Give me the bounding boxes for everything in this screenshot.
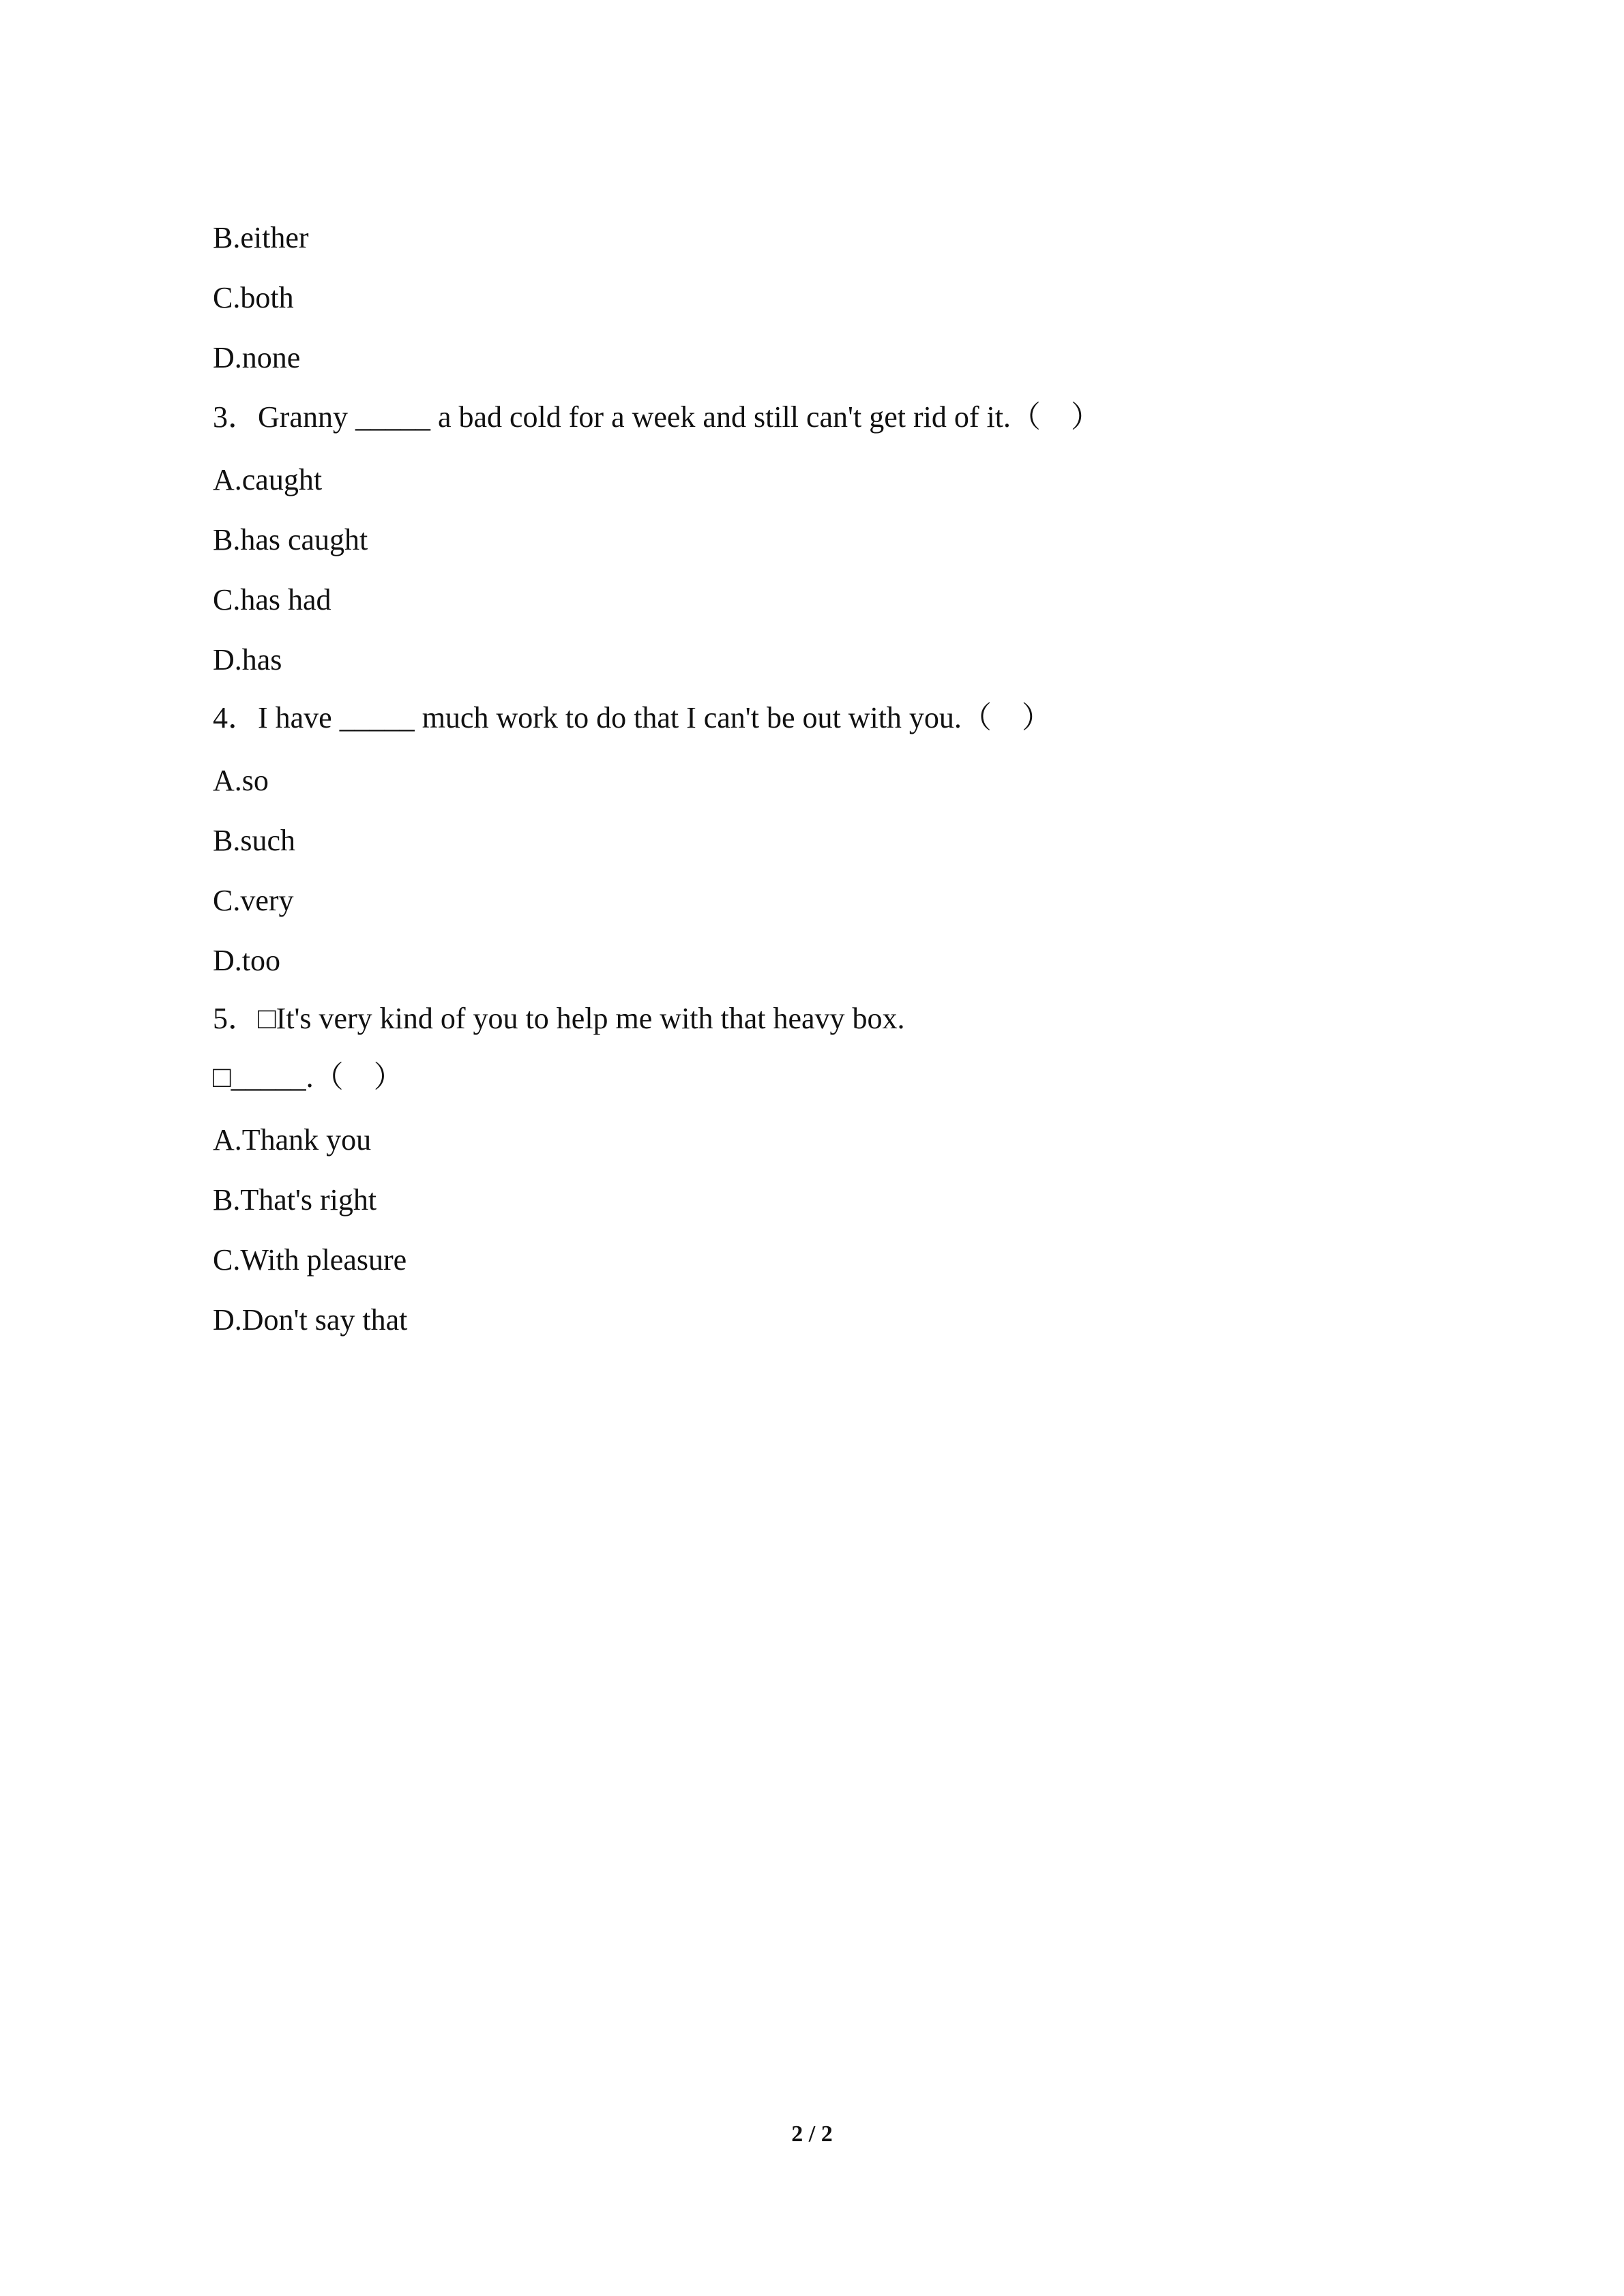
option-text: B.such — [213, 824, 295, 857]
page-number: 2 / 2 — [791, 2121, 833, 2147]
option-text: B.That's right — [213, 1183, 377, 1217]
option-text: B.has caught — [213, 523, 368, 556]
option-text: B.either — [213, 221, 309, 254]
option-text: D.has — [213, 643, 282, 676]
option-text: C.both — [213, 281, 294, 314]
option-text: A.caught — [213, 463, 323, 496]
option-text: D.none — [213, 341, 301, 374]
question-text: □_____.（ ） — [213, 1060, 404, 1094]
option-text: C.very — [213, 884, 294, 917]
option-text: A.so — [213, 764, 269, 797]
question-text: 5．□It's very kind of you to help me with that heavy box. — [213, 1002, 905, 1035]
option-text: C.With pleasure — [213, 1243, 407, 1277]
option-text: D.Don't say that — [213, 1303, 408, 1337]
option-text: C.has had — [213, 583, 331, 616]
option-text: A.Thank you — [213, 1123, 372, 1157]
question-text: 4．I have _____ much work to do that I can't be out with you.（ ） — [213, 701, 1052, 734]
option-text: D.too — [213, 944, 280, 977]
question-text: 3．Granny _____ a bad cold for a week and still can't get rid of it.（ ） — [213, 400, 1101, 434]
